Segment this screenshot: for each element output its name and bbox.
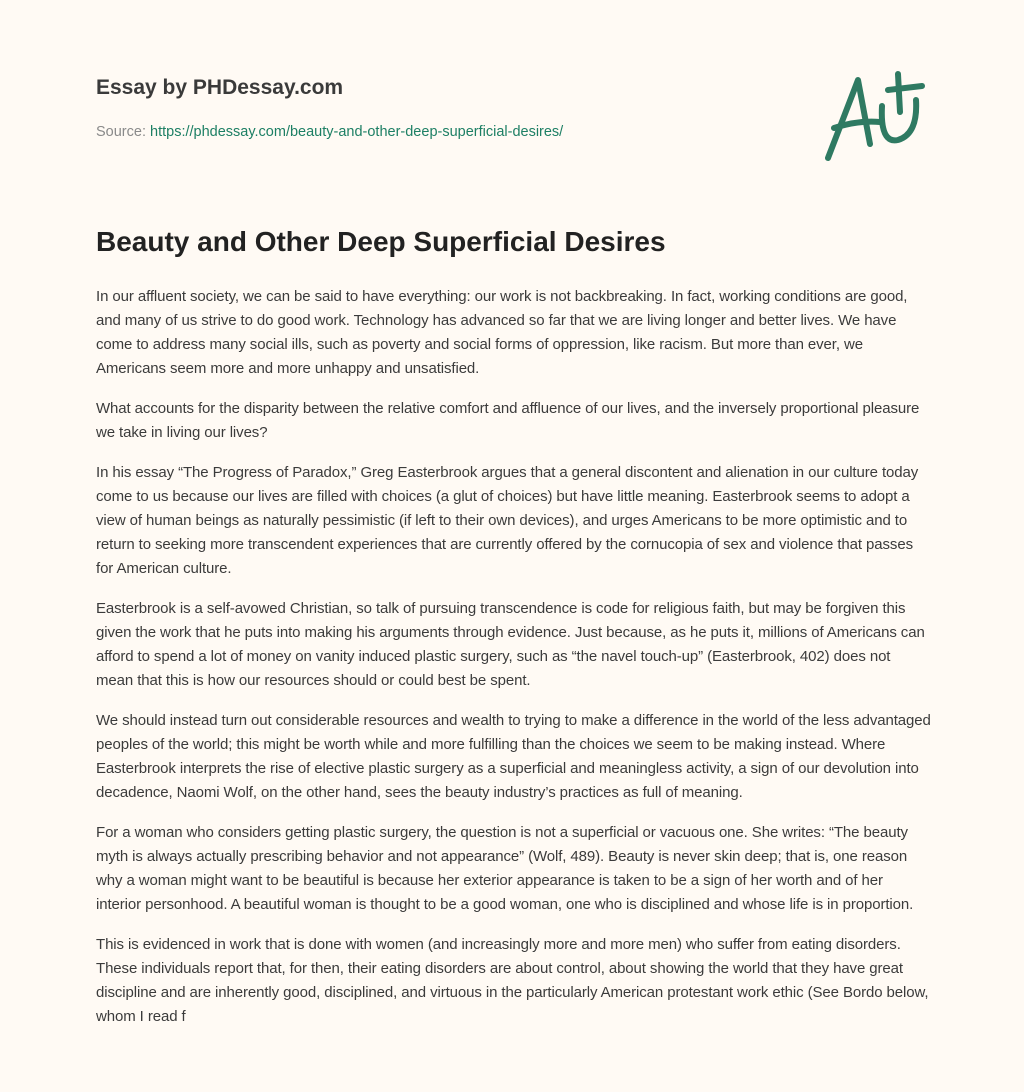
source-line xyxy=(96,124,563,140)
paragraph: We should instead turn out considerable resources and wealth to trying to make a difference in the world of the less advantaged peoples of the world; this might be worth while and more fulfilling than the choices we seem to be making instead. Where Easterbrook interprets the rise of elective plastic surgery as a superficial and meaningless activity, a sign of our devolution into decadence, Naomi Wolf, on the other hand, sees the beauty industry’s practices as full of meaning. xyxy=(96,712,931,801)
paragraph: Easterbrook is a self-avowed Christian, so talk of pursuing transcendence is code for religious faith, but may be forgiven this given the work that he puts into making his arguments through evidence. Just because, as he puts it, millions of Americans can afford to spend a lot of money on vanity induced plastic surgery, such as “the navel touch-up” (Easterbrook, 402) does not mean that this is how our resources should or could best be spent. xyxy=(96,600,925,689)
a-plus-logo-icon xyxy=(818,66,930,166)
article-title: Beauty and Other Deep Superficial Desires xyxy=(96,226,666,257)
article-body xyxy=(96,285,931,1045)
site-brand: Essay by PHDessay.com xyxy=(96,76,344,99)
paragraph: For a woman who considers getting plastic surgery, the question is not a superficial or vacuous one. She writes: “The beauty myth is always actually prescribing behavior and not appearance” (Wolf, 489). Beauty is never skin deep; that is, one reason why a woman might want to be beautiful is because her exterior appearance is taken to be a sign of her worth and of her interior personhood. A beautiful woman is thought to be a good woman, one who is disciplined and whose life is in proportion. xyxy=(96,824,914,913)
source-label: Source: xyxy=(96,124,146,140)
paragraph: This is evidenced in work that is done with women (and increasingly more and more men) who suffer from eating disorders. These individuals report that, for then, their eating disorders are about control, about showing the world that they have great discipline and are inherently good, disciplined, and virtuous in the particularly American protestant work ethic (See Bordo below, whom I read f xyxy=(96,936,929,1025)
page-header xyxy=(0,0,1024,200)
paragraph: In our affluent society, we can be said to have everything: our work is not backbreaking. In fact, working conditions are good, and many of us strive to do good work. Technology has advanced so far that we are living longer and better lives. We have come to address many social ills, such as poverty and social forms of oppression, like racism. But more than ever, we Americans seem more and more unhappy and unsatisfied. xyxy=(96,288,908,377)
paragraph: In his essay “The Progress of Paradox,” Greg Easterbrook argues that a general discontent and alienation in our culture today come to us because our lives are filled with choices (a glut of choices) but have little meaning. Easterbrook seems to adopt a view of human beings as naturally pessimistic (if left to their own devices), and urges Americans to be more optimistic and to return to seeking more transcendent experiences that are currently offered by the cornucopia of sex and violence that passes for American culture. xyxy=(96,464,919,577)
source-link[interactable]: https://phdessay.com/beauty-and-other-deep-superficial-desires/ xyxy=(150,124,564,140)
paragraph: What accounts for the disparity between the relative comfort and affluence of our lives, and the inversely proportional pleasure we take in living our lives? xyxy=(96,400,920,441)
